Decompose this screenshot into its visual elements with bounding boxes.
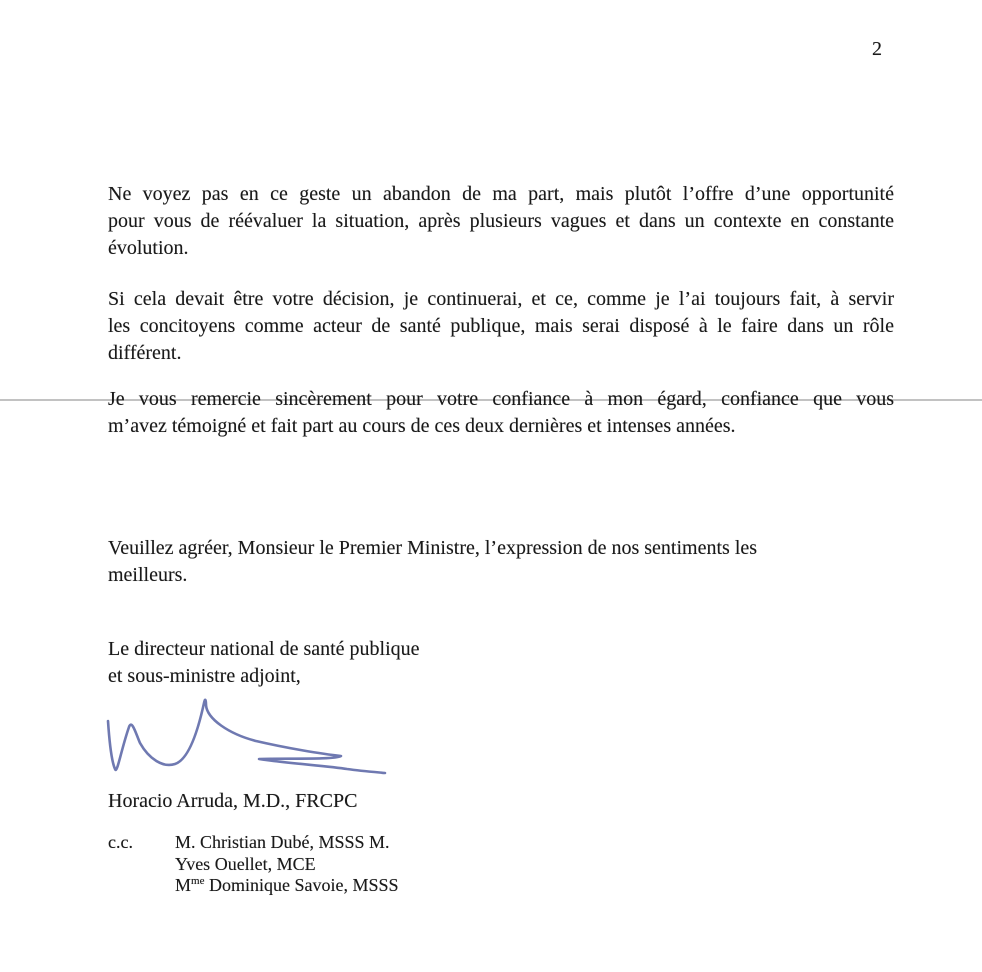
signature-ink-icon: [104, 694, 474, 779]
salutation-paragraph: [108, 535, 894, 589]
paragraph-1-line-1: Ne voyez pas en ce geste un abandon de ma part, mais plutôt l’offre d’une opportunité: [108, 183, 894, 205]
signatory-name: Horacio Arruda, M.D., FRCPC: [108, 790, 358, 812]
cc-recipient-3-prefix: M: [175, 875, 192, 895]
page-number: 2: [872, 38, 882, 60]
cc-block: [108, 832, 399, 897]
cc-recipient-1: M. Christian Dubé, MSSS M.: [175, 832, 390, 852]
paragraph-2-line-3: différent.: [108, 342, 182, 364]
cc-recipients: [175, 832, 399, 897]
paragraph-1: [108, 181, 894, 262]
closing-title: [108, 636, 894, 690]
cc-label: c.c.: [108, 832, 133, 852]
cc-recipient-3-superscript: me: [191, 875, 205, 887]
cc-recipient-3-name: Dominique Savoie, MSSS: [204, 875, 399, 895]
cc-recipient-3: [175, 875, 399, 897]
salutation-line-2: meilleurs.: [108, 564, 188, 586]
paragraph-2-line-2: les concitoyens comme acteur de santé publique, mais serai disposé à le faire dans un rôle: [108, 315, 894, 337]
paragraph-3: [108, 386, 894, 440]
paragraph-1-line-3: évolution.: [108, 237, 189, 259]
paragraph-2: [108, 286, 894, 367]
paragraph-3-line-1: Je vous remercie sincèrement pour votre confiance à mon égard, confiance que vous: [108, 388, 894, 410]
closing-title-line-1: Le directeur national de santé publique: [108, 638, 420, 660]
salutation-line-1: Veuillez agréer, Monsieur le Premier Ministre, l’expression de nos sentiments les: [108, 537, 758, 559]
handwritten-signature: [104, 694, 474, 779]
paragraph-3-line-2: m’avez témoigné et fait part au cours de ces deux dernières et intenses années.: [108, 415, 736, 437]
paragraph-2-line-1: Si cela devait être votre décision, je continuerai, et ce, comme je l’ai toujours fait, à servir: [108, 288, 894, 310]
paragraph-1-line-2: pour vous de réévaluer la situation, après plusieurs vagues et dans un contexte en constante: [108, 210, 894, 232]
closing-title-line-2: et sous-ministre adjoint,: [108, 665, 301, 687]
cc-recipient-2: Yves Ouellet, MCE: [175, 853, 316, 874]
